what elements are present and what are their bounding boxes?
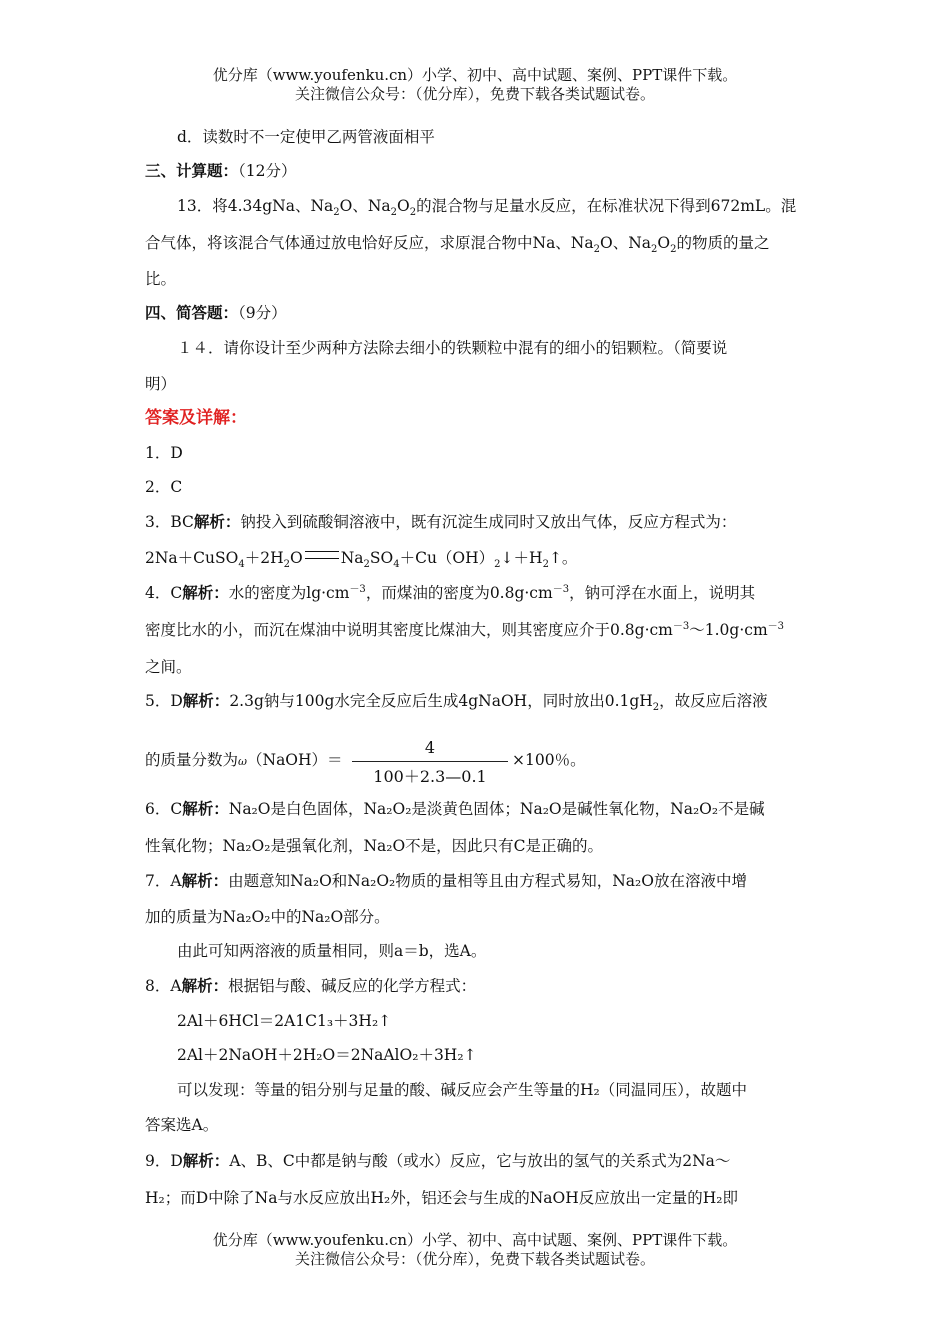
- fraction-denominator: 100＋2.3—0.1: [373, 767, 487, 786]
- mass-fraction-formula: [352, 738, 508, 787]
- answer-4-line-1: 4．C解析：水的密度为$\lg\cdot cm^{-3}$，而煤油的密度为$0.8g\cdot cm^{-3}$，钠可浮在水面上，说明其: [145, 583, 756, 602]
- q13-line-2: 合气体，将该混合气体通过放电恰好反应，求原混合物中Na、$Na_2O$、$Na_2O_2$的物质的量之: [145, 234, 770, 256]
- answer-4-line-3: 之间。: [145, 658, 192, 676]
- answer-3-equation: $2Na+CuSO_4+2H_2O$ $Na_2SO_4+Cu(OH)_2↓+H_2↑$。: [145, 549, 578, 571]
- q14-line-1: １４．请你设计至少两种方法除去细小的铁颗粒中混有的细小的铝颗粒。（简要说: [177, 339, 728, 357]
- fraction-bar: [352, 761, 508, 762]
- answers-heading: 答案及详解：: [145, 408, 247, 428]
- answer-8-line-1: 8．A解析：根据铝与酸、碱反应的化学方程式：: [145, 976, 477, 995]
- section-4-heading: 四、简答题：（9分）: [145, 303, 287, 322]
- footer-line-2: 关注微信公众号：（优分库），免费下载各类试题试卷。: [294, 1250, 655, 1268]
- answer-2: 2．C: [145, 478, 183, 496]
- header-line-2: 关注微信公众号：（优分库），免费下载各类试题试卷。: [294, 85, 655, 103]
- answer-8-equation-2: 2Al＋2NaOH＋2H₂O＝2NaAlO₂＋3H₂↑: [177, 1046, 477, 1064]
- answer-9-line-2: H₂；而D中除了Na与水反应放出H₂外，铝还会与生成的NaOH反应放出一定量的H₂即: [145, 1189, 738, 1207]
- answer-1: 1．D: [145, 444, 183, 462]
- answer-9-line-1: 9．D解析：A、B、C中都是钠与酸（或水）反应，它与放出的氢气的关系式为2Na～: [145, 1151, 731, 1170]
- q13-line-3: 比。: [145, 270, 177, 288]
- q13-line-1: 13．将4.34gNa、$Na_2O$、$Na_2O_2$的混合物与足量水反应，在标准状况下得到672mL。混: [177, 197, 797, 219]
- answer-8-equation-1: 2Al＋6HCl＝2A1C1₃＋3H₂↑: [177, 1012, 392, 1030]
- page-header: [0, 66, 950, 104]
- q14-line-2: 明）: [145, 375, 177, 393]
- answer-6-line-2: 性氧化物；Na₂O₂是强氧化剂，Na₂O不是，因此只有C是正确的。: [145, 837, 604, 855]
- answer-5-line-2: 的质量分数为ω（NaOH）＝: [145, 751, 343, 769]
- page-footer: [0, 1231, 950, 1269]
- fraction-numerator: 4: [424, 738, 436, 757]
- q12-option-d: d．读数时不一定使甲乙两管液面相平: [177, 128, 435, 146]
- answer-6-line-1: 6．C解析：Na₂O是白色固体，Na₂O₂是淡黄色固体；Na₂O是碱性氧化物，Na₂O₂不是碱: [145, 799, 765, 818]
- answer-4-line-2: 密度比水的小，而沉在煤油中说明其密度比煤油大，则其密度应介于$0.8g\cdot cm^{-3}\sim 1.0g\cdot cm^{-3}$: [145, 620, 785, 639]
- answer-8-line-5: 答案选A。: [145, 1116, 219, 1134]
- answer-5-line-1: 5．D解析：2.3g钠与100g水完全反应后生成4gNaOH，同时放出$0.1gH_2$，故反应后溶液: [145, 691, 768, 714]
- footer-line-1: 优分库（www.youfenku.cn）小学、初中、高中试题、案例、PPT课件下载。: [212, 1231, 738, 1249]
- answer-8-line-4: 可以发现：等量的铝分别与足量的酸、碱反应会产生等量的H₂（同温同压），故题中: [177, 1081, 747, 1099]
- answer-7-line-2: 加的质量为Na₂O₂中的Na₂O部分。: [145, 908, 390, 926]
- answer-5-percent: ×100％。: [512, 751, 586, 769]
- header-line-1: 优分库（www.youfenku.cn）小学、初中、高中试题、案例、PPT课件下载。: [212, 66, 738, 84]
- answer-3-line-1: 3．BC解析：钠投入到硫酸铜溶液中，既有沉淀生成同时又放出气体，反应方程式为：: [145, 512, 737, 531]
- answer-7-line-3: 由此可知两溶液的质量相同，则a＝b，选A。: [177, 942, 487, 960]
- double-bond-arrow: [305, 551, 339, 559]
- section-3-heading: 三、计算题：（12分）: [145, 161, 297, 180]
- answer-7-line-1: 7．A解析：由题意知Na₂O和Na₂O₂物质的量相等且由方程式易知，Na₂O放在溶液中增: [145, 871, 747, 890]
